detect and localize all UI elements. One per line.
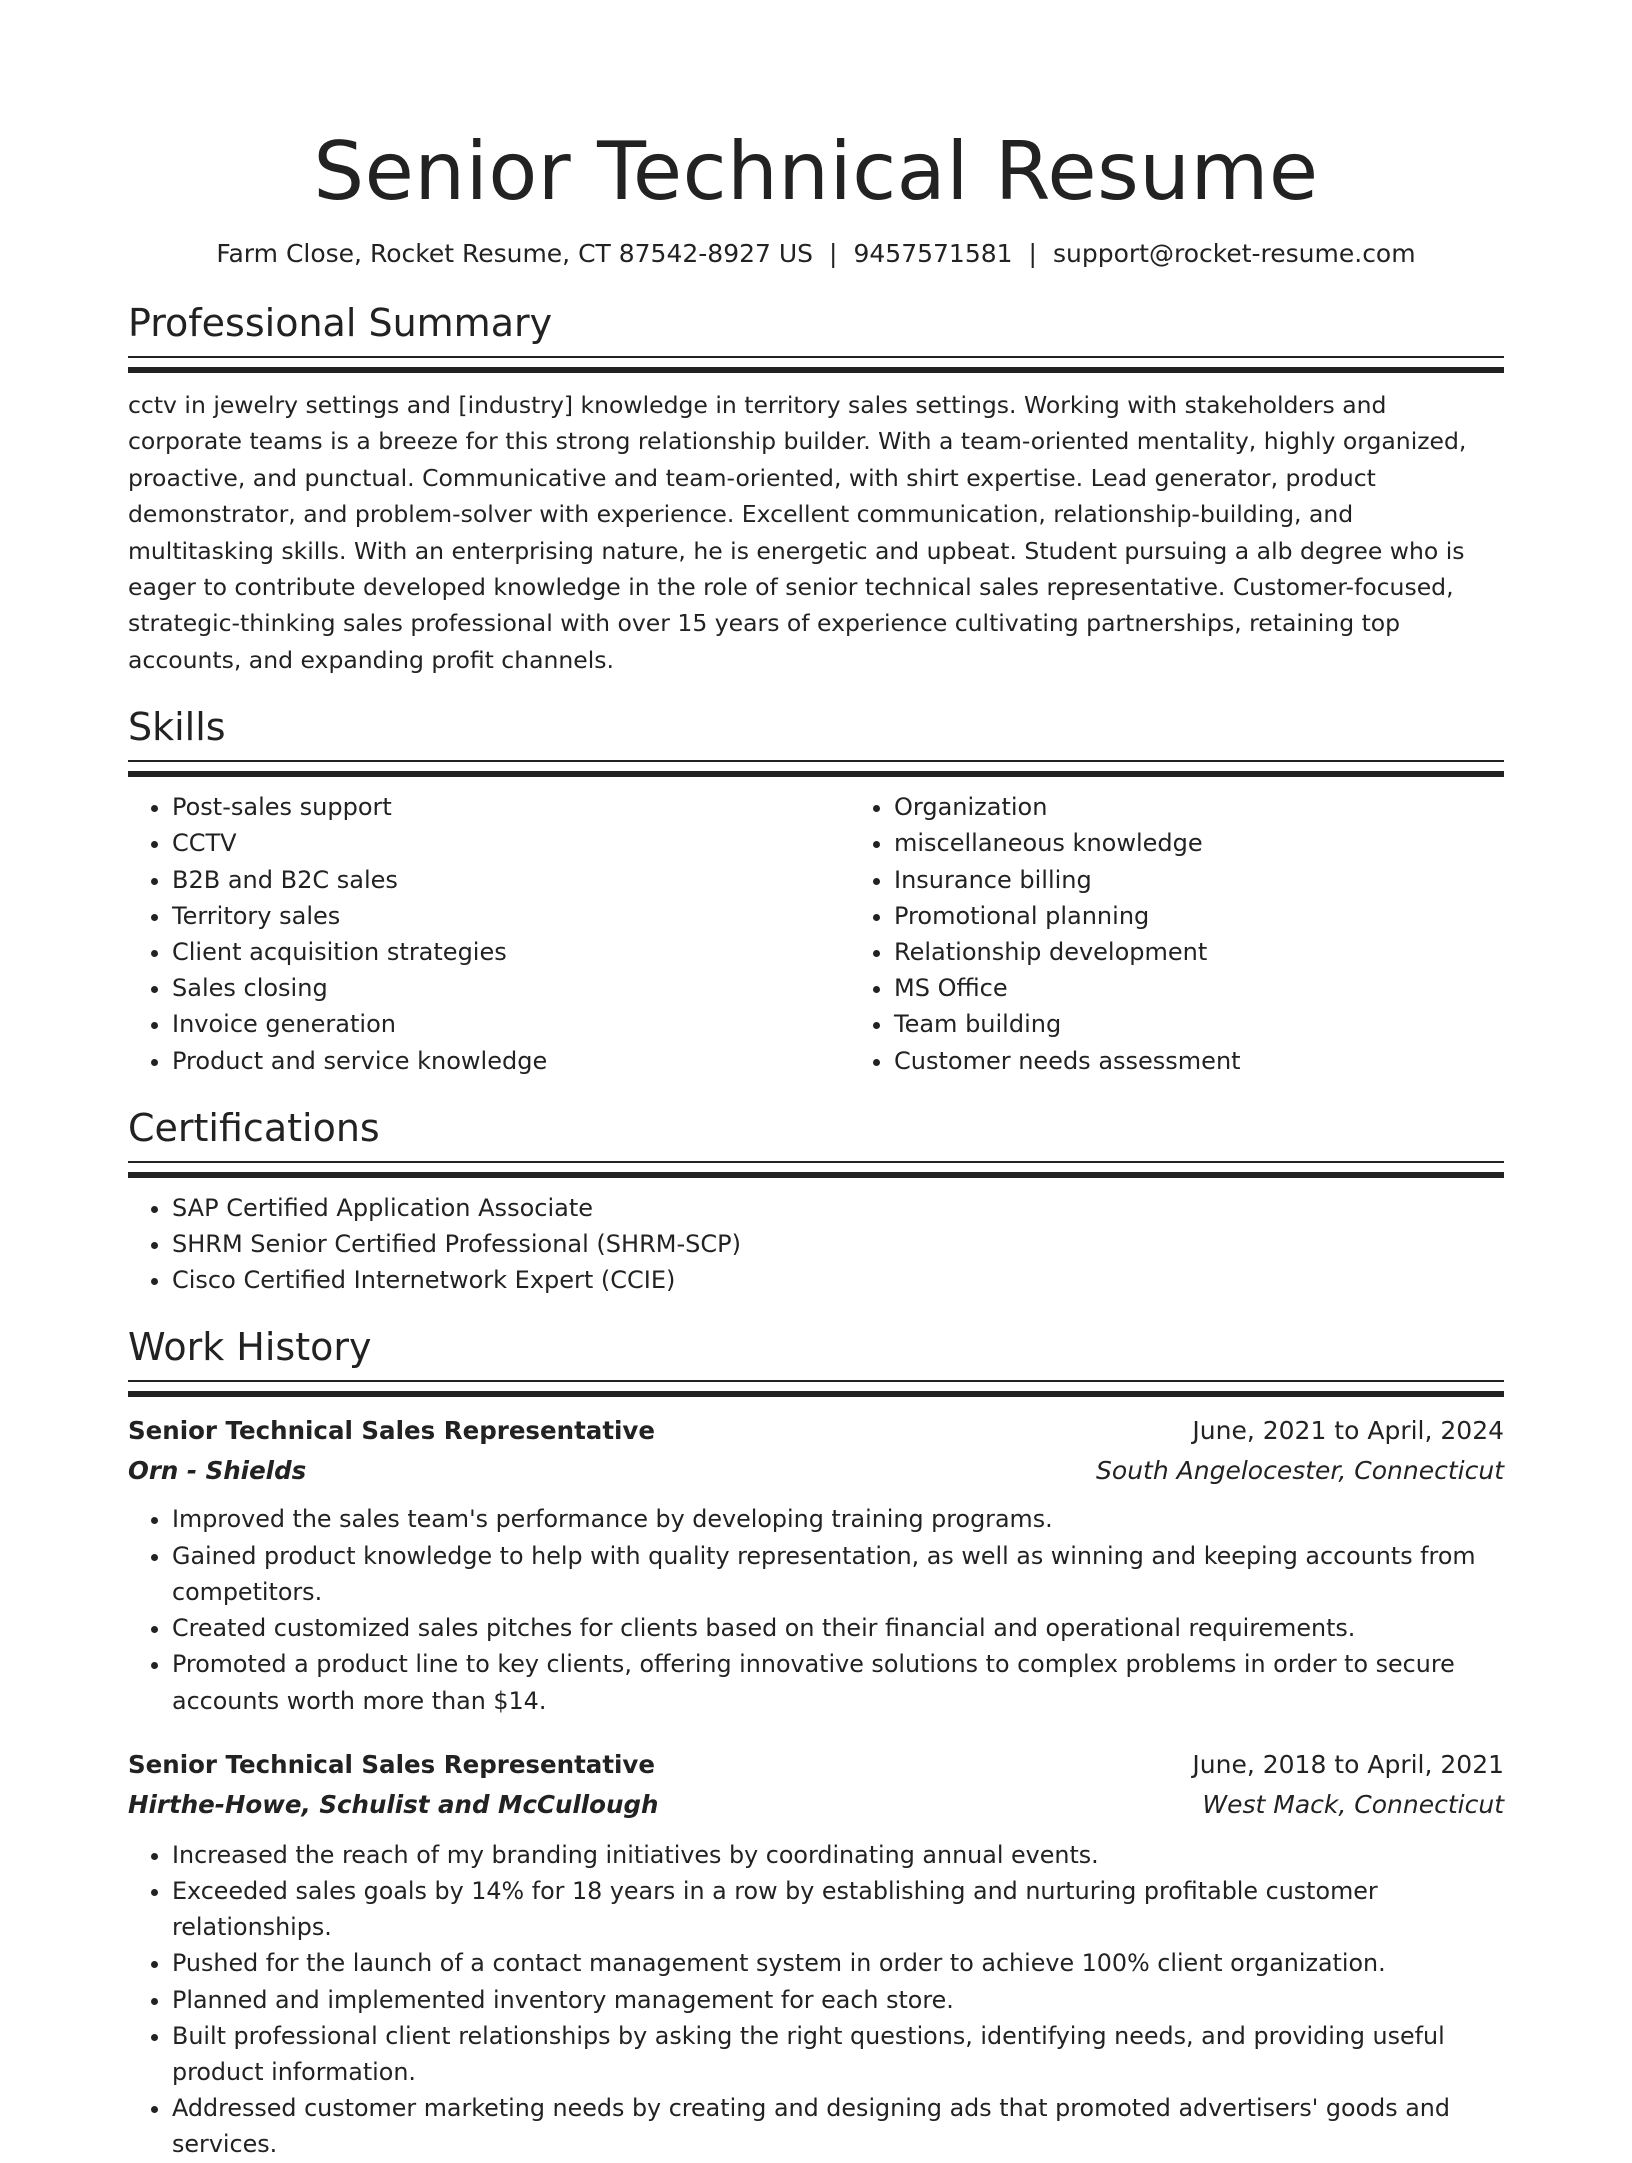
skill-item: • MS Office — [894, 970, 1572, 1006]
skills-left-list — [128, 789, 850, 1079]
skill-item: • Sales closing — [172, 970, 850, 1006]
summary-title: Professional Summary — [128, 301, 553, 345]
section-divider — [128, 1380, 1504, 1397]
certification-item: • Cisco Certified Internetwork Expert (CCIE) — [172, 1262, 1504, 1298]
job-bullet: • Planned and implemented inventory management for each store. — [172, 1982, 1504, 2018]
job-bullet: • Promoted a product line to key clients, offering innovative solutions to complex problems in order to secure accounts worth more than $14. — [172, 1646, 1504, 1718]
skills-section — [128, 704, 1504, 1079]
job-company-row — [128, 1451, 1504, 1491]
summary-section — [128, 300, 1504, 678]
job-bullet: • Built professional client relationships by asking the right questions, identifying needs, and providing useful product information. — [172, 2018, 1504, 2090]
job-dates: June, 2018 to April, 2021 — [1192, 1749, 1504, 1779]
skills-columns — [128, 789, 1504, 1079]
skill-item: • Customer needs assessment — [894, 1043, 1572, 1079]
job-bullet: • Pushed for the launch of a contact management system in order to achieve 100% client organization. — [172, 1945, 1504, 1981]
contact-line — [128, 238, 1504, 270]
job-header-row — [128, 1745, 1504, 1785]
job-bullet: • Created customized sales pitches for clients based on their financial and operational requirements. — [172, 1610, 1504, 1646]
certifications-section — [128, 1105, 1504, 1299]
skill-item: • Client acquisition strategies — [172, 934, 850, 970]
resume-name: Senior Technical Resume — [313, 125, 1319, 218]
job-bullet: • Exceeded sales goals by 14% for 18 years in a row by establishing and nurturing profitable customer relationships. — [172, 1873, 1504, 1945]
job-bullet-list — [128, 1837, 1504, 2163]
skill-item: • Territory sales — [172, 898, 850, 934]
resume-page — [128, 0, 1504, 2163]
job-company-row — [128, 1785, 1504, 1825]
skill-item: • Relationship development — [894, 934, 1572, 970]
skill-item: • Insurance billing — [894, 862, 1572, 898]
contact-phone: 9457571581 — [853, 239, 1013, 268]
skill-item: • Post-sales support — [172, 789, 850, 825]
skill-item: • B2B and B2C sales — [172, 862, 850, 898]
job-header-row — [128, 1411, 1504, 1451]
job-location: South Angelocester, Connecticut — [1096, 1456, 1504, 1486]
skill-item: • Product and service knowledge — [172, 1043, 850, 1079]
skill-item: • Promotional planning — [894, 898, 1572, 934]
job-bullet: • Improved the sales team's performance by developing training programs. — [172, 1501, 1504, 1537]
job-title: Senior Technical Sales Representative — [128, 1749, 656, 1779]
job-bullet: • Addressed customer marketing needs by creating and designing ads that promoted advertisers' goods and services. — [172, 2090, 1504, 2162]
job-company: Orn - Shields — [128, 1456, 307, 1486]
job-bullet: • Increased the reach of my branding initiatives by coordinating annual events. — [172, 1837, 1504, 1873]
section-divider — [128, 1161, 1504, 1178]
certifications-list — [128, 1190, 1504, 1299]
job-title: Senior Technical Sales Representative — [128, 1416, 656, 1446]
skill-item: • CCTV — [172, 825, 850, 861]
job-entry — [128, 1745, 1504, 2163]
job-location: West Mack, Connecticut — [1202, 1789, 1504, 1819]
contact-address: Farm Close, Rocket Resume, CT 87542-8927 US — [216, 239, 814, 268]
summary-text: cctv in jewelry settings and [industry] knowledge in territory sales settings. Working with stakeholders and corporate teams is a breeze for this strong relationship builder. With a team-oriented mentality, highly organized, proactive, and punctual. Communicative and team-oriented, with shirt expertise. Lead generator, product demonstrator, and problem-solver with experience. Excellent communication, relationship-building, and multitasking skills. With an enterprising nature, he is energetic and upbeat. Student pursuing a alb degree who is eager to contribute developed knowledge in the role of senior technical sales representative. Customer-focused, strategic-thinking sales professional with over 15 years of experience cultivating partnerships, retaining top accounts, and expanding profit channels. — [128, 391, 1467, 674]
section-divider — [128, 760, 1504, 777]
contact-email: support@rocket-resume.com — [1052, 239, 1416, 268]
certification-item: • SAP Certified Application Associate — [172, 1190, 1504, 1226]
job-bullet-list — [128, 1501, 1504, 1718]
job-dates: June, 2021 to April, 2024 — [1192, 1416, 1504, 1446]
skills-title: Skills — [128, 705, 226, 750]
skill-item: • Team building — [894, 1006, 1572, 1042]
work-history-title: Work History — [128, 1325, 372, 1370]
contact-separator: | — [1028, 239, 1037, 268]
contact-separator: | — [829, 239, 838, 268]
job-company: Hirthe-Howe, Schulist and McCullough — [128, 1789, 659, 1819]
section-divider — [128, 356, 1504, 373]
skills-right-list — [850, 789, 1572, 1079]
skill-item: • Organization — [894, 789, 1572, 825]
skill-item: • miscellaneous knowledge — [894, 825, 1572, 861]
work-history-section — [128, 1324, 1504, 2162]
job-entry — [128, 1411, 1504, 1718]
certification-item: • SHRM Senior Certified Professional (SHRM-SCP) — [172, 1226, 1504, 1262]
job-bullet: • Gained product knowledge to help with quality representation, as well as winning and keeping accounts from competitors. — [172, 1538, 1504, 1610]
skill-item: • Invoice generation — [172, 1006, 850, 1042]
certifications-title: Certifications — [128, 1105, 380, 1150]
